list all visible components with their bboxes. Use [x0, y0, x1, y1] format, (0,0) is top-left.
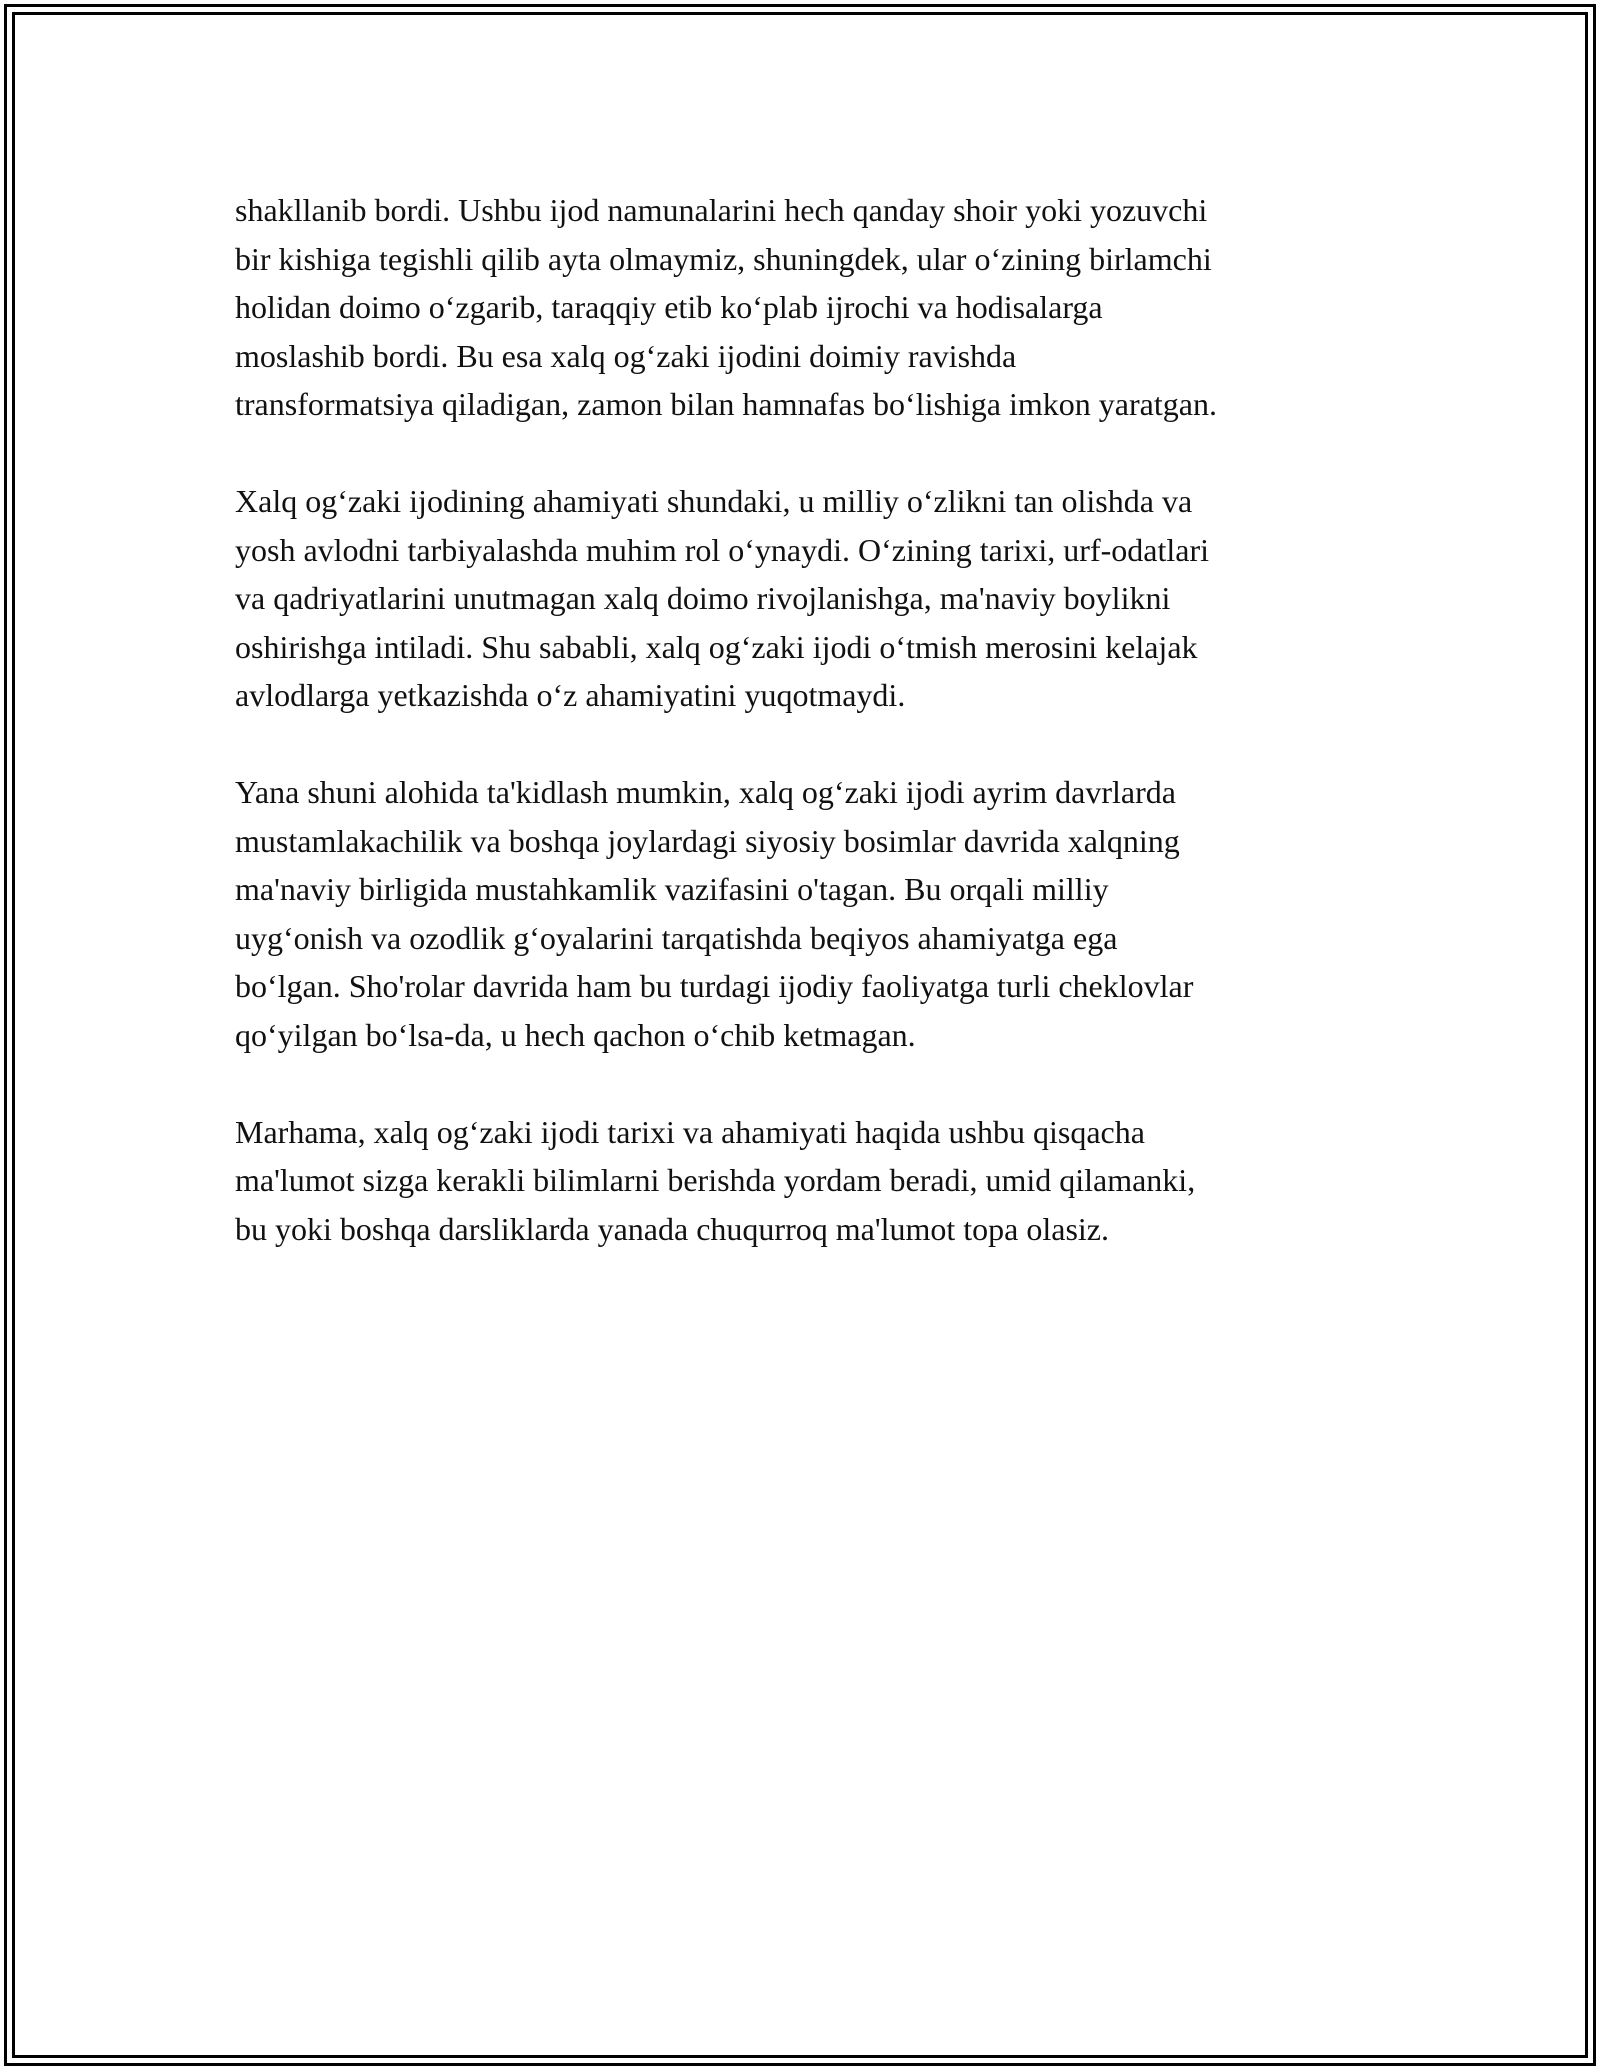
- text-line: bo‘lgan. Sho'rolar davrida ham bu turdagi ijodiy faoliyatga turli cheklovlar: [235, 968, 1194, 1004]
- text-line: va qadriyatlarini unutmagan xalq doimo rivojlanishga, ma'naviy boylikni: [235, 580, 1171, 616]
- text-line: Marhama, xalq og‘zaki ijodi tarixi va ahamiyati haqida ushbu qisqacha: [235, 1113, 1145, 1150]
- text-line: bu yoki boshqa darsliklarda yanada chuqurroq ma'lumot topa olasiz.: [235, 1210, 1109, 1247]
- document-body: [235, 186, 1385, 1302]
- text-line: qo‘yilgan bo‘lsa-da, u hech qachon o‘chib ketmagan.: [235, 1016, 916, 1053]
- text-line: transformatsiya qiladigan, zamon bilan hamnafas bo‘lishiga imkon yaratgan.: [235, 386, 1217, 422]
- text-line: Yana shuni alohida ta'kidlash mumkin, xalq og‘zaki ijodi ayrim davrlarda: [235, 774, 1176, 810]
- paragraph-2: [235, 477, 1385, 720]
- text-line: Xalq og‘zaki ijodining ahamiyati shundaki, u milliy o‘zlikni tan olishda va: [235, 483, 1193, 519]
- text-line: holidan doimo o‘zgarib, taraqqiy etib ko‘plab ijrochi va hodisalarga: [235, 289, 1103, 325]
- text-line: bir kishiga tegishli qilib ayta olmaymiz, shuningdek, ular o‘zining birlamchi: [235, 240, 1212, 277]
- text-line: mustamlakachilik va boshqa joylardagi siyosiy bosimlar davrida xalqning: [235, 822, 1180, 859]
- text-line: avlodlarga yetkazishda o‘z ahamiyatini yuqotmaydi.: [235, 677, 906, 713]
- text-line: ma'naviy birligida mustahkamlik vazifasini o'tagan. Bu orqali milliy: [235, 871, 1109, 907]
- text-line: shakllanib bordi. Ushbu ijod namunalarini hech qanday shoir yoki yozuvchi: [235, 192, 1208, 228]
- paragraph-3: [235, 768, 1385, 1059]
- text-line: ma'lumot sizga kerakli bilimlarni berishda yordam beradi, umid qilamanki,: [235, 1162, 1196, 1198]
- paragraph-4: [235, 1108, 1385, 1254]
- text-line: oshirishga intiladi. Shu sababli, xalq og‘zaki ijodi o‘tmish merosini kelajak: [235, 628, 1198, 665]
- text-line: moslashib bordi. Bu esa xalq og‘zaki ijodini doimiy ravishda: [235, 337, 1017, 374]
- text-line: yosh avlodni tarbiyalashda muhim rol o‘ynaydi. O‘zining tarixi, urf-odatlari: [235, 531, 1209, 568]
- paragraph-1: [235, 186, 1385, 429]
- text-line: uyg‘onish va ozodlik g‘oyalarini tarqatishda beqiyos ahamiyatga ega: [235, 919, 1118, 956]
